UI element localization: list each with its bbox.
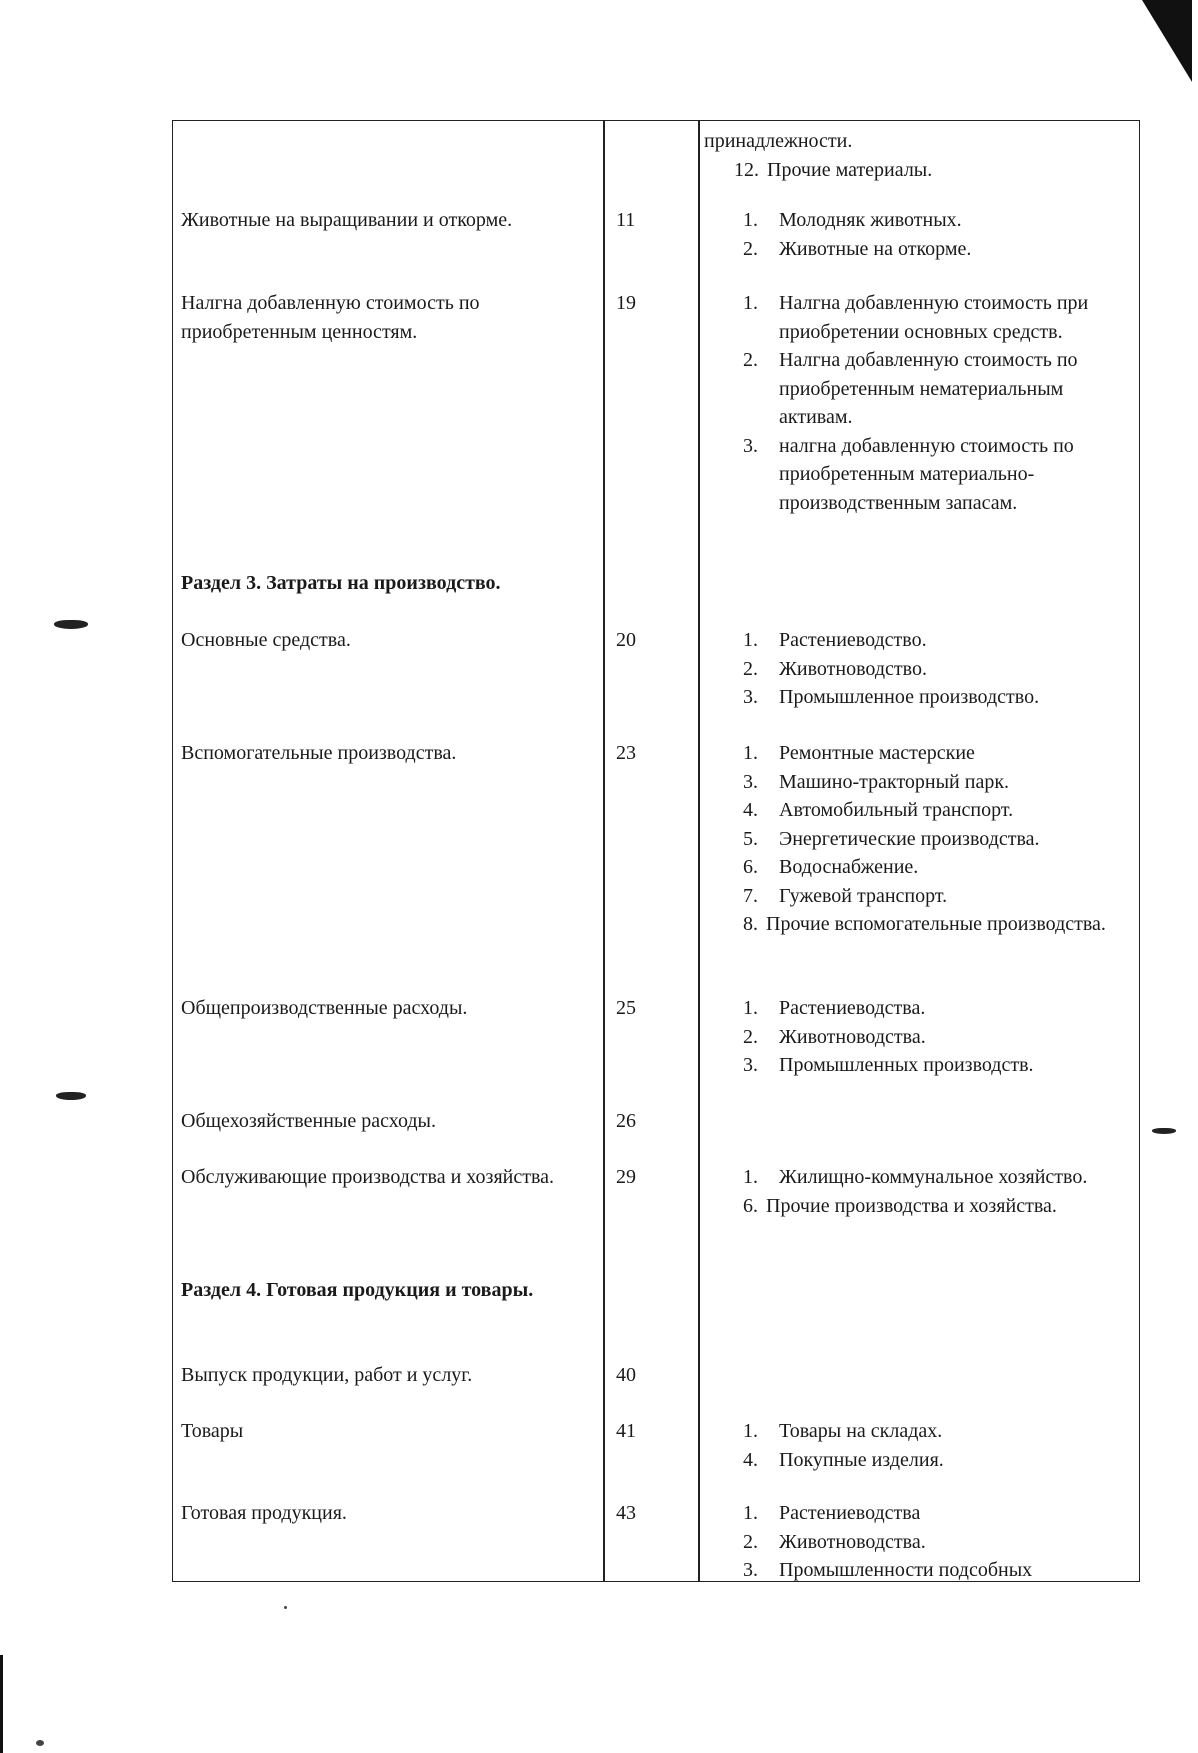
item-text: Животноводство.	[779, 657, 927, 680]
list-item	[743, 1163, 1138, 1192]
item-text: Животные на откорме.	[779, 237, 972, 260]
scan-dot-1	[284, 1606, 287, 1609]
list-item	[743, 994, 1138, 1023]
section-heading: Раздел 4. Готовая продукция и товары.	[181, 1279, 534, 1301]
account-name: Животные на выращивании и откорме.	[181, 209, 513, 231]
list-item	[743, 289, 1138, 346]
list-item	[743, 655, 1138, 684]
account-code: 26	[616, 1110, 636, 1132]
scan-left-edge	[0, 1655, 3, 1753]
item-number: 8.	[743, 913, 758, 935]
account-name: Выпуск продукции, работ и услуг.	[181, 1364, 473, 1386]
item-number: 3.	[743, 1054, 758, 1076]
account-name: Общепроизводственные расходы.	[181, 997, 468, 1019]
item-text: Молодняк животных.	[779, 209, 962, 231]
account-code: 41	[616, 1420, 636, 1442]
subaccount-list	[743, 206, 1138, 263]
item-number: 4.	[743, 799, 758, 821]
subaccount-list	[743, 1499, 1138, 1585]
item-text: налгна добавленную стоимость по приобретенным материально-производственным запасам.	[779, 434, 1074, 514]
item-number: 1.	[743, 742, 758, 764]
column-divider-1	[603, 121, 605, 1581]
list-item	[743, 206, 1138, 235]
item-text: Прочие производства и хозяйства.	[766, 1194, 1057, 1217]
subaccount-list	[743, 626, 1138, 712]
item-text: Энергетические производства.	[779, 827, 1040, 850]
list-item	[743, 768, 1138, 797]
list-item	[743, 1192, 1138, 1221]
account-code: 19	[616, 292, 636, 314]
item-number: 1.	[743, 629, 758, 651]
scan-smudge-3	[1152, 1128, 1176, 1134]
section-heading: Раздел 3. Затраты на производство.	[181, 572, 501, 594]
subaccount-list	[743, 1417, 1138, 1474]
account-name: Обслуживающие производства и хозяйства.	[181, 1166, 555, 1188]
item-number: 1.	[743, 292, 758, 314]
item-text: Промышленности подсобных	[779, 1559, 1033, 1581]
item-number: 1.	[743, 997, 758, 1019]
list-item	[743, 1051, 1138, 1080]
item-text: Растениеводства	[779, 1502, 921, 1524]
item-text: Прочие материалы.	[767, 158, 933, 181]
item-text: Ремонтные мастерские	[779, 742, 975, 764]
account-code: 43	[616, 1502, 636, 1524]
item-text: Водоснабжение.	[779, 856, 919, 878]
item-text: Налгна добавленную стоимость при приобретении основных средств.	[779, 292, 1089, 343]
item-text: Машино-тракторный парк.	[779, 770, 1010, 793]
item-text: Покупные изделия.	[779, 1448, 944, 1471]
account-code: 40	[616, 1364, 636, 1386]
list-item	[743, 853, 1138, 882]
list-item	[704, 127, 1134, 156]
scan-dot-2	[36, 1740, 44, 1746]
item-number: 2.	[743, 1530, 758, 1553]
item-number: 7.	[743, 884, 758, 907]
item-text: Животноводства.	[779, 1530, 926, 1553]
list-item	[743, 346, 1138, 432]
account-code: 11	[616, 209, 636, 231]
list-item	[704, 156, 1134, 185]
list-item	[743, 1528, 1138, 1557]
item-text: Животноводства.	[779, 1025, 926, 1048]
item-text: Растениеводство.	[779, 629, 927, 651]
account-code: 29	[616, 1166, 636, 1188]
item-number: 2.	[743, 237, 758, 260]
subaccount-list	[704, 127, 1134, 184]
item-number: 3.	[743, 1559, 758, 1581]
item-text: Промышленное производство.	[779, 686, 1040, 708]
list-item	[743, 910, 1138, 939]
subaccount-list	[743, 994, 1138, 1080]
item-number: 12.	[734, 158, 759, 181]
account-code: 20	[616, 629, 636, 651]
account-name: Готовая продукция.	[181, 1502, 347, 1524]
item-number: 3.	[743, 686, 758, 708]
subaccount-list	[743, 289, 1138, 517]
subaccount-list	[743, 1163, 1138, 1220]
item-number: 4.	[743, 1448, 758, 1471]
list-item	[743, 1499, 1138, 1528]
item-text: Налгна добавленную стоимость по приобретенным нематериальным активам.	[779, 349, 1078, 428]
list-item	[743, 1556, 1138, 1585]
item-text: Жилищно-коммунальное хозяйство.	[779, 1166, 1088, 1188]
list-item	[743, 739, 1138, 768]
scan-smudge-1	[54, 620, 88, 629]
item-text: Товары на складах.	[779, 1420, 943, 1442]
accounts-table	[172, 120, 1140, 1582]
item-number: 3.	[743, 770, 758, 793]
item-text: Гужевой транспорт.	[779, 884, 948, 907]
list-item	[743, 796, 1138, 825]
item-number: 1.	[743, 209, 758, 231]
list-item	[743, 432, 1138, 518]
item-number: 1.	[743, 1166, 758, 1188]
scan-corner-mark	[1142, 0, 1192, 82]
account-name: Основные средства.	[181, 629, 351, 651]
item-text: Прочие вспомогательные производства.	[766, 913, 1106, 935]
item-number: 6.	[743, 856, 758, 878]
item-number: 2.	[743, 349, 758, 371]
account-name: Налгна добавленную стоимость по приобретенным ценностям.	[181, 292, 480, 343]
item-number: 2.	[743, 657, 758, 680]
list-item	[743, 626, 1138, 655]
list-item	[743, 1023, 1138, 1052]
item-number: 3.	[743, 434, 758, 457]
subaccount-list	[743, 739, 1138, 939]
item-number: 1.	[743, 1502, 758, 1524]
list-item	[743, 825, 1138, 854]
account-name: Общехозяйственные расходы.	[181, 1110, 436, 1132]
list-item	[743, 1417, 1138, 1446]
account-name: Товары	[181, 1420, 244, 1442]
account-code: 23	[616, 742, 636, 764]
item-number: 1.	[743, 1420, 758, 1442]
account-code: 25	[616, 997, 636, 1019]
item-number: 5.	[743, 827, 758, 850]
item-text: Растениеводства.	[779, 997, 926, 1019]
list-item	[743, 1446, 1138, 1475]
column-divider-2	[698, 121, 700, 1581]
item-number: 6.	[743, 1194, 758, 1217]
item-number: 2.	[743, 1025, 758, 1048]
list-item	[743, 683, 1138, 712]
item-text: Автомобильный транспорт.	[779, 799, 1014, 821]
item-text: принадлежности.	[704, 130, 853, 152]
list-item	[743, 235, 1138, 264]
item-text: Промышленных производств.	[779, 1054, 1034, 1076]
list-item	[743, 882, 1138, 911]
account-name: Вспомогательные производства.	[181, 742, 457, 764]
scan-smudge-2	[56, 1092, 86, 1100]
